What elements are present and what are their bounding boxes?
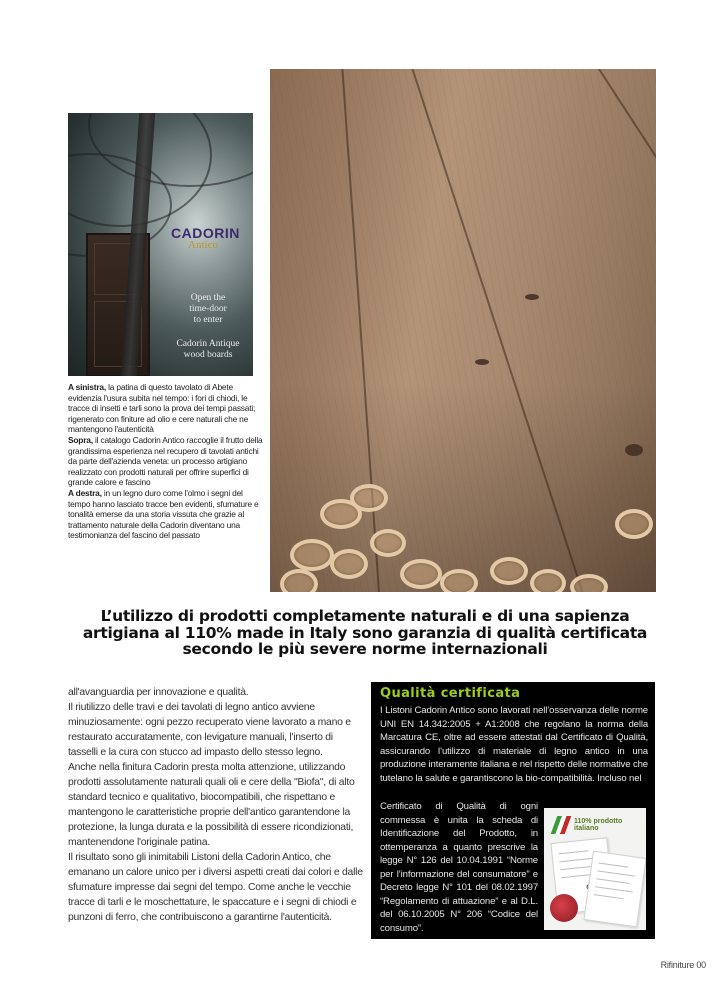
caption-lead: Sopra,: [68, 434, 93, 445]
wood-shaving: [350, 484, 388, 512]
caption-above: [68, 435, 266, 488]
quality-box-text: I Listoni Cadorin Antico sono lavorati nell’osservanza delle norme UNI EN 14.342:2005 + A1:2008 che regolano la norma della Marcatura CE, oltre ad essere attestati dal Certificato di Qualità, assicurando l’utilizzo di materiale di legno antico in una produzione interamente italiana e nel rispetto delle normative che tutelano la salute e garantiscono la bio-compatibilità. Incluso nel: [380, 705, 648, 784]
wood-shaving: [490, 557, 528, 585]
body-paragraph: Il risultato sono gli inimitabili Listoni della Cadorin Antico, che emanano un calore unico per i diversi aspetti creati dai colori e dalle sfumature impresse dai segni del tempo. Come anche le vecchie tracce di tarli e le moschettature, le spaccature e i segni di chiodi e punzoni di ferro, che contribuiscono a garantirne l'autenticità.: [68, 852, 363, 923]
tagline-line: time-door: [189, 304, 227, 314]
certificate-document: [583, 851, 646, 928]
wood-shaving: [370, 529, 406, 557]
product-line: Cadorin Antique: [176, 339, 240, 349]
wood-shaving: [280, 569, 318, 592]
wood-shaving: [615, 509, 653, 539]
body-paragraph: all'avanguardia per innovazione e qualità.: [68, 687, 249, 698]
article-body: [68, 685, 364, 925]
caption-text: in un legno duro come l'olmo i segni del tempo hanno lasciato tracce ben evidenti, sfumature e tonalità emerse da una storia vissuta che grazie al trattamento naturale della Cadorin diventano una testimonianza del fascino del passato: [68, 487, 259, 541]
wax-seal-icon: [550, 894, 578, 922]
cover-product-line: [168, 339, 248, 361]
quality-box-text-continued: Certificato di Qualità di ogni commessa è unita la scheda di Identificazione del Prodotto, in ottemperanza a quanto prescrive la legge N° 126 del 10.04.1991 “Norme per l’informazione del consumatore” e Decreto legge N° 101 del 08.02.1997 “Regolamento di attuazione” e al D.L. del 06.10.2005 N° 206 “Codice del consumo”.: [380, 801, 538, 934]
wood-shaving: [290, 539, 334, 571]
tagline-line: Open the: [190, 293, 226, 303]
wood-floor-photo: [270, 69, 656, 592]
certificate-image: [544, 808, 646, 930]
italian-flag-icon: [551, 816, 572, 834]
page-footer: Rifiniture 00: [660, 960, 706, 970]
caption-lead: A sinistra,: [68, 382, 106, 392]
wood-shaving: [330, 549, 368, 579]
quality-box-title: Qualità certificata: [380, 686, 521, 701]
logo-brand: CADORIN: [171, 225, 240, 241]
article-headline: L’utilizzo di prodotti completamente naturali e di una sapienza artigiana al 110% made in Italy sono garanzia di qualità certificata secondo le più severe norme internazionali: [82, 607, 648, 658]
catalog-cover-image: [68, 113, 253, 376]
body-paragraph: Anche nella finitura Cadorin presta molta attenzione, utilizzando prodotti assolutamente naturali quali oli e cere della "Biofa", di alto standard tecnico e qualitativo, biocompatibili, che rispettano e mantengono le caratteristiche proprie dell'antico garantendone la protezione, la lunga durata e la possibilità di essere ricondizionati, mantenendone l'originale patina.: [68, 762, 355, 848]
caption-text: il catalogo Cadorin Antico raccoglie il frutto della grandissima esperienza nel recupero di tavolati antichi da parte dell'azienda veneta: un processo artigiano realizzato con prodotti naturali per offrire superfici di grande calore e fascino: [68, 434, 263, 488]
caption-right: [68, 488, 266, 541]
cadorin-antico-logo: [171, 225, 240, 251]
quality-certified-box: [371, 682, 655, 939]
caption-left: [68, 382, 266, 435]
wood-shaving: [530, 569, 566, 592]
cover-tagline: [168, 293, 248, 326]
wood-shaving: [440, 569, 478, 592]
caption-lead: A destra,: [68, 487, 102, 498]
logo-sub: Antico: [188, 239, 218, 251]
product-line: wood boards: [183, 350, 233, 360]
caption-text: la patina di questo tavolato di Abete evidenzia l'usura subita nel tempo: i fori di chiodi, le tracce di insetti e tarli sono la prova dei tempi passati; rigenerato con finiture ad olio e cere naturali che ne mantengono l'autenticità: [68, 382, 256, 435]
image-captions: [68, 382, 266, 541]
certificate-banner: 110% prodotto italiano: [574, 818, 623, 832]
wood-shaving: [400, 559, 442, 589]
tagline-line: to enter: [193, 315, 223, 325]
body-paragraph: Il riutilizzo delle travi e dei tavolati di legno antico avviene minuziosamente: ogni pezzo recuperato viene lavorato a mano e restaurato accuratamente, con levigature manuali, l'inserto di tasselli e la cura con stucco ad impasto dello stesso legno.: [68, 702, 351, 758]
